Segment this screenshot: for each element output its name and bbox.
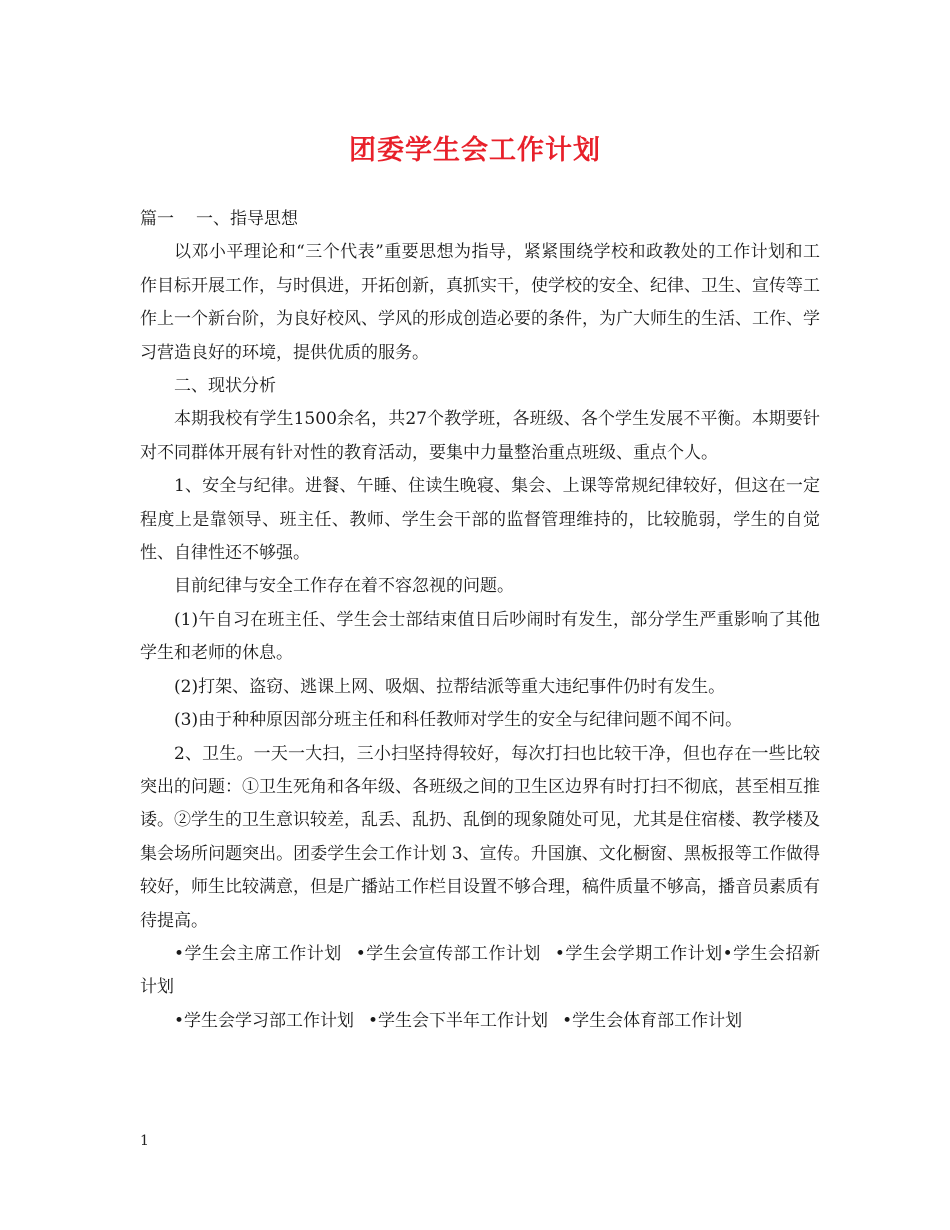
paragraph: 2、卫生。一天一大扫，三小扫坚持得较好，每次打扫也比较干净，但也存在一些比较突出的问题：①卫生死角和各年级、各班级之间的卫生区边界有时打扫不彻底，甚至相互推诿。②学生的卫生意识较差，乱丢、乱扔、乱倒的现象随处可见，尤其是住宿楼、教学楼及集会场所问题突出。团委学生会工作计划 3、宣传。升国旗、文化橱窗、黑板报等工作做得较好，师生比较满意，但是广播站工作栏目设置不够合理，稿件质量不够高，播音员素质有待提高。 — [140, 743, 820, 931]
document-body — [140, 203, 820, 1038]
related-link[interactable]: •学生会体育部工作计划 — [562, 1010, 743, 1031]
list-item: (3)由于种种原因部分班主任和科任教师对学生的安全与纪律问题不闻不问。 — [174, 710, 743, 731]
paragraph: 本期我校有学生1500余名，共27个教学班，各班级、各个学生发展不平衡。本期要针对不同群体开展有针对性的教育活动，要集中力量整治重点班级、重点个人。 — [140, 409, 820, 463]
related-link[interactable]: •学生会招新计划 — [140, 943, 820, 998]
section-heading-text: 一、指导思想 — [196, 209, 298, 229]
related-link[interactable]: •学生会下半年工作计划 — [368, 1010, 549, 1031]
paragraph: 以邓小平理论和“三个代表”重要思想为指导，紧紧围绕学校和政教处的工作计划和工作目标开展工作，与时俱进，开拓创新，真抓实干，使学校的安全、纪律、卫生、宣传等工作上一个新台阶，为良好校风、学风的形成创造必要的条件，为广大师生的生活、工作、学习营造良好的环境，提供优质的服务。 — [140, 242, 820, 363]
related-links-line — [140, 938, 820, 1005]
related-link[interactable]: •学生会学习部工作计划 — [174, 1010, 355, 1031]
section-label: 篇一 — [140, 209, 174, 229]
related-link[interactable]: •学生会主席工作计划 — [174, 943, 342, 964]
paragraph-heading: 二、现状分析 — [174, 376, 276, 397]
list-item: (1)午自习在班主任、学生会士部结束值日后吵闹时有发生，部分学生严重影响了其他学生和老师的休息。 — [140, 609, 820, 664]
page-number: 1 — [140, 1133, 149, 1149]
related-link[interactable]: •学生会宣传部工作计划 — [355, 943, 541, 964]
paragraph: 目前纪律与安全工作存在着不容忽视的问题。 — [174, 576, 514, 597]
page-title: 团委学生会工作计划 — [349, 135, 601, 166]
section-heading — [140, 203, 820, 236]
paragraph: 1、安全与纪律。进餐、午睡、住读生晚寝、集会、上课等常规纪律较好，但这在一定程度上是靠领导、班主任、教师、学生会干部的监督管理维持的，比较脆弱，学生的自觉性、自律性还不够强。 — [140, 476, 820, 564]
related-links-line — [140, 1005, 820, 1038]
related-link[interactable]: •学生会学期工作计划 — [554, 943, 723, 964]
list-item: (2)打架、盗窃、逃课上网、吸烟、拉帮结派等重大违纪事件仍时有发生。 — [174, 676, 726, 697]
